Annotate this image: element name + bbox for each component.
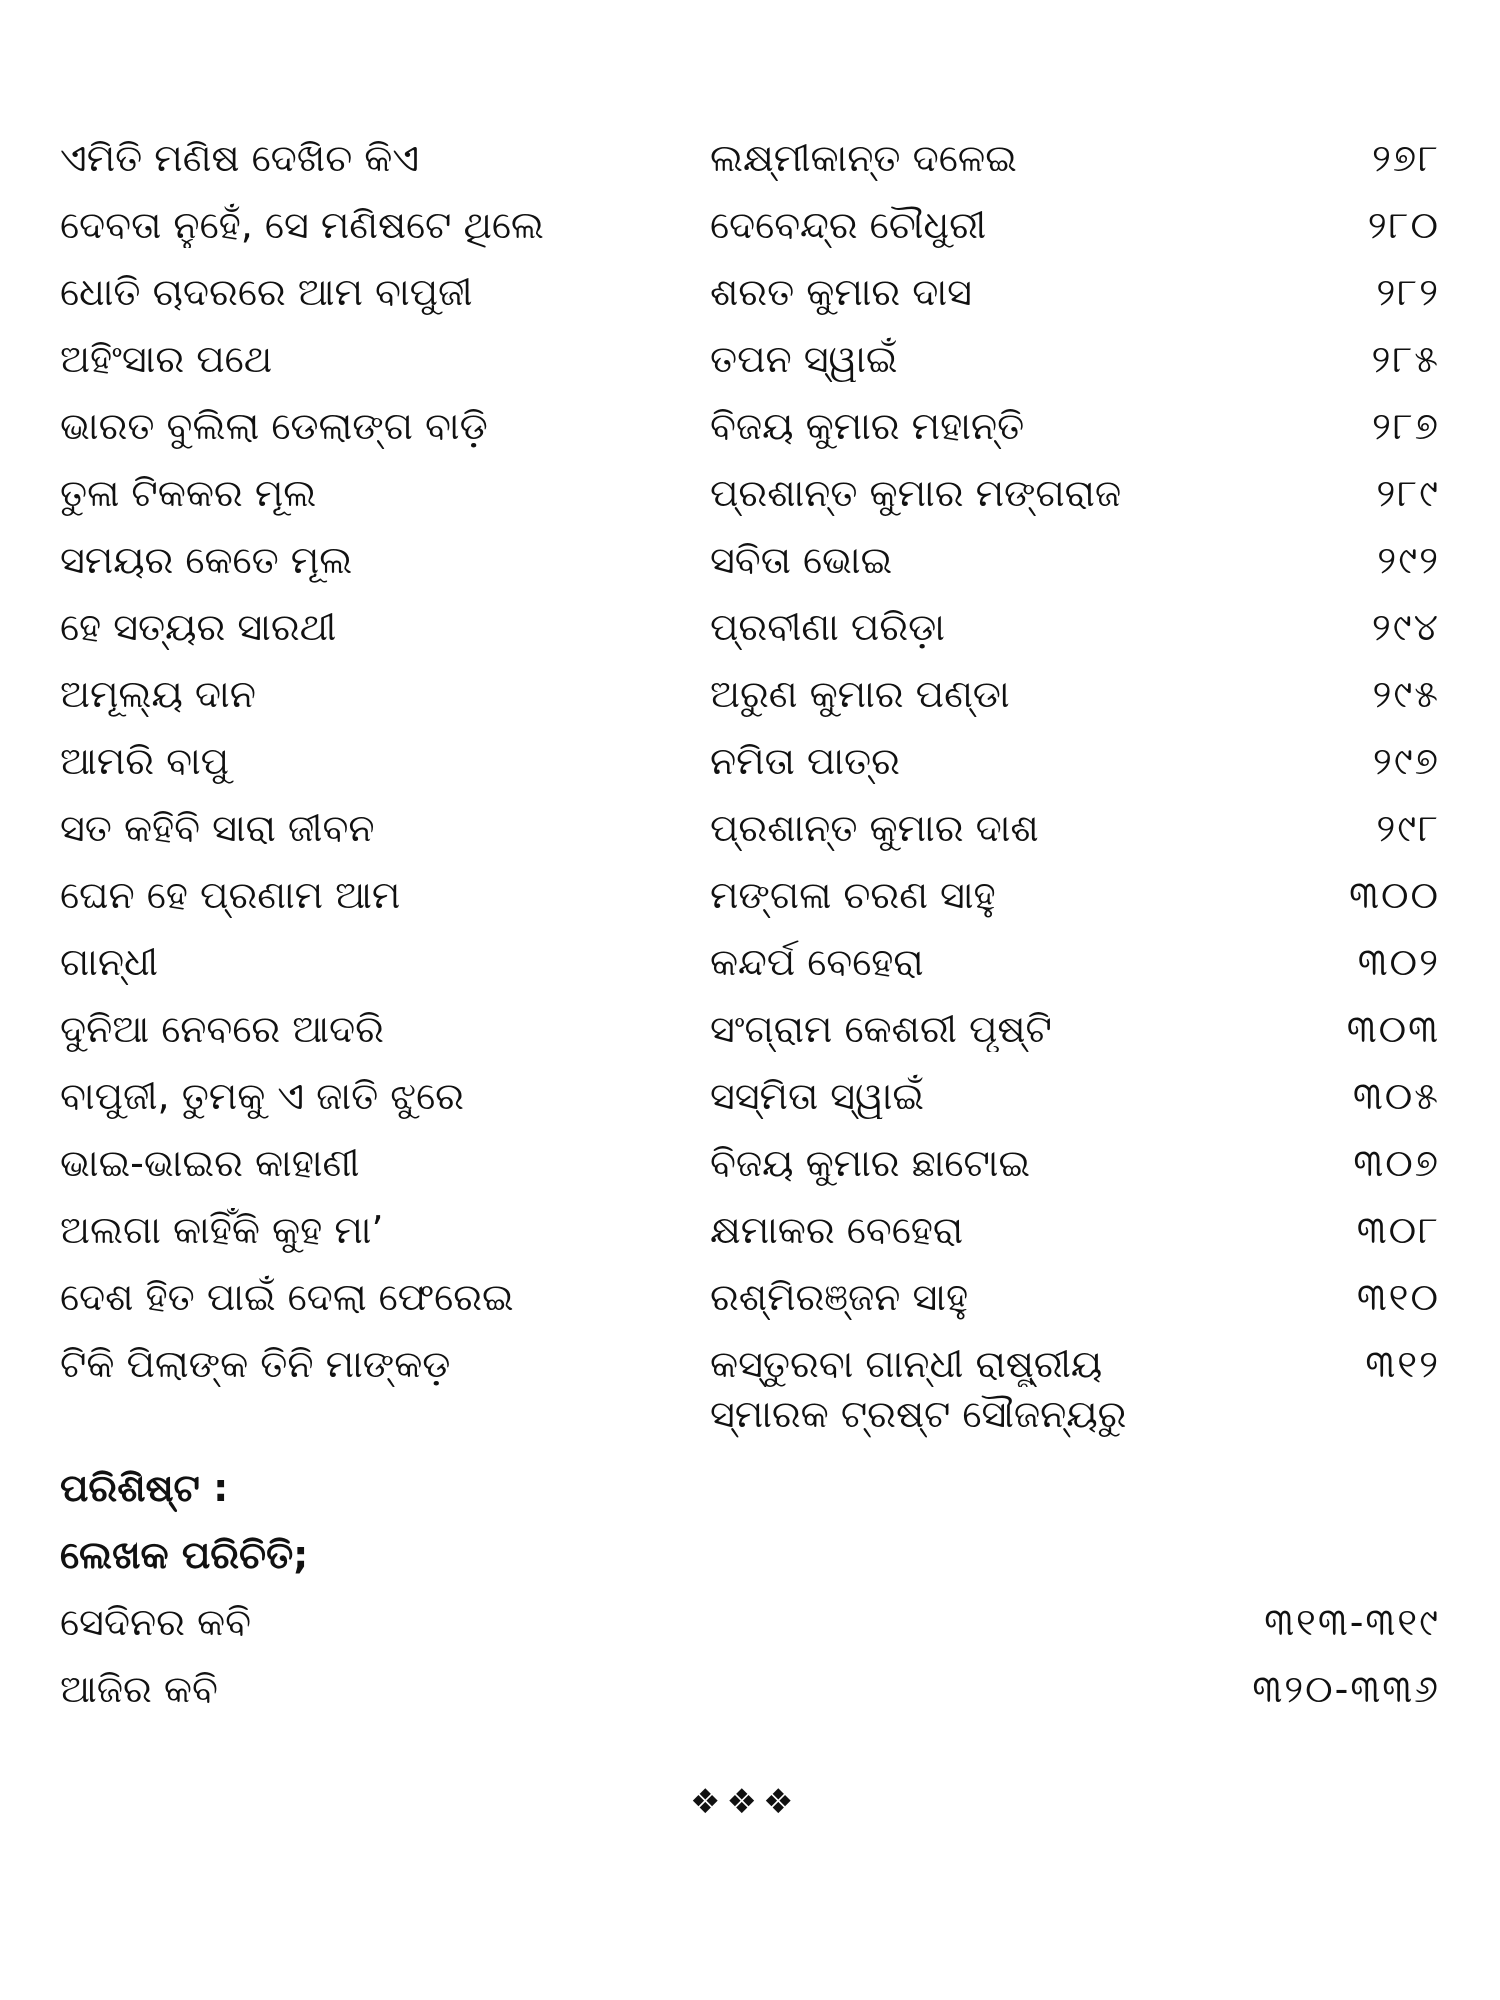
toc-page: ୩୦୮: [1356, 1208, 1440, 1252]
toc-page: ୩୦୩: [1346, 1007, 1440, 1051]
toc-author: ମଙ୍ଗଳା ଚରଣ ସାହୁ: [710, 873, 996, 917]
toc-author: କ୍ଷମାକର ବେହେରା: [710, 1208, 964, 1252]
toc-author: ବିଜୟ କୁମାର ଛାଟୋଇ: [710, 1141, 1031, 1185]
toc-page: ୩୧୦: [1356, 1275, 1440, 1319]
toc-author: ସଂଗ୍ରାମ କେଶରୀ ପୃଷ୍ଟି: [710, 1007, 1052, 1051]
toc-page: ୨୮୯: [1376, 471, 1440, 515]
toc-page: ୩୧୨: [1365, 1342, 1440, 1386]
toc-row: [60, 795, 1460, 862]
toc-title: ଦେବତା ନୁହେଁ, ସେ ମଣିଷଟେ ଥିଲେ: [60, 203, 544, 247]
toc-row: [60, 929, 1460, 996]
appendix-heading: ପରିଶିଷ୍ଟ :: [60, 1466, 229, 1510]
toc-row: [60, 259, 1460, 326]
appendix-pages: ୩୧୩-୩୧୯: [1264, 1600, 1440, 1644]
toc-author: ଲକ୍ଷ୍ମୀକାନ୍ତ ଦଳେଇ: [710, 136, 1017, 180]
toc-author: ତପନ ସ୍ୱାଇଁ: [710, 337, 898, 381]
toc-title: ଅମୂଲ୍ୟ ଦାନ: [60, 672, 256, 716]
toc-author: ପ୍ରଶାନ୍ତ କୁମାର ଦାଶ: [710, 806, 1039, 850]
toc-row: [60, 996, 1460, 1063]
toc-page: ୨୮୦: [1367, 203, 1440, 247]
toc-row: [60, 192, 1460, 259]
toc-row: [60, 393, 1460, 460]
toc-author: ସବିତା ଭୋଇ: [710, 538, 893, 582]
toc-page: ୨୭୮: [1371, 136, 1440, 180]
toc-row: [60, 125, 1460, 192]
toc-author: ଦେବେନ୍ଦ୍ର ଚୌଧୁରୀ: [710, 203, 987, 247]
toc-page: ୨୮୭: [1371, 404, 1440, 448]
toc-title: ଧୋତି ଚାଦରରେ ଆମ ବାପୁଜୀ: [60, 270, 473, 314]
toc-row: [60, 661, 1460, 728]
toc-author: ବିଜୟ କୁମାର ମହାନ୍ତି: [710, 404, 1025, 448]
toc-title: ଘେନ ହେ ପ୍ରଣାମ ଆମ: [60, 873, 401, 917]
toc-title: ଭାଇ-ଭାଇର କାହାଣୀ: [60, 1141, 360, 1185]
toc-page: ୩୦୨: [1357, 940, 1440, 984]
toc-author: ସସ୍ମିତା ସ୍ୱାଇଁ: [710, 1074, 925, 1118]
toc-title: ସମୟର କେତେ ମୂଲ: [60, 538, 353, 582]
diamond-ornament-icon: ❖❖❖: [690, 1782, 800, 1822]
toc-author: ଶରତ କୁମାର ଦାସ: [710, 270, 972, 314]
toc-author: କସ୍ତୁରବା ଗାନ୍ଧୀ ରାଷ୍ଟ୍ରୀୟ: [710, 1342, 1103, 1386]
toc-title: ଦେଶ ହିତ ପାଇଁ ଦେଲା ଫେରେଇ: [60, 1275, 514, 1319]
toc-author-continuation: ସ୍ମାରକ ଟ୍ରଷ୍ଟ ସୌଜନ୍ୟରୁ: [710, 1392, 1127, 1436]
toc-row: [60, 1331, 1460, 1398]
toc-title: ବାପୁଜୀ, ତୁମକୁ ଏ ଜାତି ଝୁରେ: [60, 1074, 464, 1118]
toc-page: ୩୦୭: [1353, 1141, 1440, 1185]
toc-page: ୨୯୫: [1372, 672, 1440, 716]
appendix-subheading: ଲେଖକ ପରିଚିତି;: [60, 1533, 309, 1577]
toc-row: [60, 862, 1460, 929]
toc-author: ପ୍ରଶାନ୍ତ କୁମାର ମଙ୍ଗରାଜ: [710, 471, 1122, 515]
toc-row: [60, 1264, 1460, 1331]
toc-row: [60, 326, 1460, 393]
table-of-contents: [60, 125, 1460, 1398]
toc-page: ୨୮୨: [1376, 270, 1440, 314]
toc-row: [60, 1197, 1460, 1264]
appendix-title: ସେଦିନର କବି: [60, 1600, 252, 1644]
appendix-row: [60, 1589, 1460, 1656]
toc-title: ଭାରତ ବୁଲିଲା ଡେଲାଙ୍ଗ ବାଡ଼ି: [60, 404, 488, 448]
toc-author: ରଶ୍ମିରଞ୍ଜନ ସାହୁ: [710, 1275, 969, 1319]
toc-author: ନମିତା ପାତ୍ର: [710, 739, 900, 783]
appendix-row: [60, 1656, 1460, 1723]
toc-author: କନ୍ଦର୍ପ ବେହେରା: [710, 940, 924, 984]
toc-title: ଦୁନିଆ ନେବରେ ଆଦରି: [60, 1007, 384, 1051]
toc-page: ୨୯୪: [1371, 605, 1440, 649]
toc-row: [60, 594, 1460, 661]
toc-author: ଅରୁଣ କୁମାର ପଣ୍ଡା: [710, 672, 1010, 716]
toc-title: ଗାନ୍ଧୀ: [60, 940, 159, 984]
toc-title: ତୁଳା ଟିକକର ମୂଲ: [60, 471, 317, 515]
toc-row: [60, 1130, 1460, 1197]
appendix-title: ଆଜିର କବି: [60, 1667, 218, 1711]
toc-page: ୩୦୫: [1352, 1074, 1440, 1118]
toc-page: ୨୯୮: [1376, 806, 1440, 850]
appendix-pages: ୩୨୦-୩୩୬: [1252, 1667, 1440, 1711]
toc-title: ଅଲଗା କାହିଁକି କୁହ ମା’: [60, 1208, 384, 1252]
toc-title: ଟିକି ପିଲାଙ୍କ ତିନି ମାଙ୍କଡ଼: [60, 1342, 451, 1386]
toc-page: ୨୯୨: [1377, 538, 1440, 582]
toc-page: ୨୯୭: [1372, 739, 1440, 783]
toc-row: [60, 527, 1460, 594]
toc-title: ଏମିତି ମଣିଷ ଦେଖିଚ କିଏ: [60, 136, 420, 180]
toc-author: ପ୍ରବୀଣା ପରିଡ଼ା: [710, 605, 945, 649]
appendix-section: [60, 1455, 1460, 1723]
toc-page: ୩୦୦: [1349, 873, 1440, 917]
toc-title: ଅହିଂସାର ପଥେ: [60, 337, 273, 381]
toc-title: ହେ ସତ୍ୟର ସାରଥୀ: [60, 605, 337, 649]
toc-page: ୨୮୫: [1371, 337, 1440, 381]
toc-title: ଆମରି ବାପୁ: [60, 739, 230, 783]
toc-row: [60, 460, 1460, 527]
toc-title: ସତ କହିବି ସାରା ଜୀବନ: [60, 806, 375, 850]
toc-row: [60, 728, 1460, 795]
toc-row: [60, 1063, 1460, 1130]
